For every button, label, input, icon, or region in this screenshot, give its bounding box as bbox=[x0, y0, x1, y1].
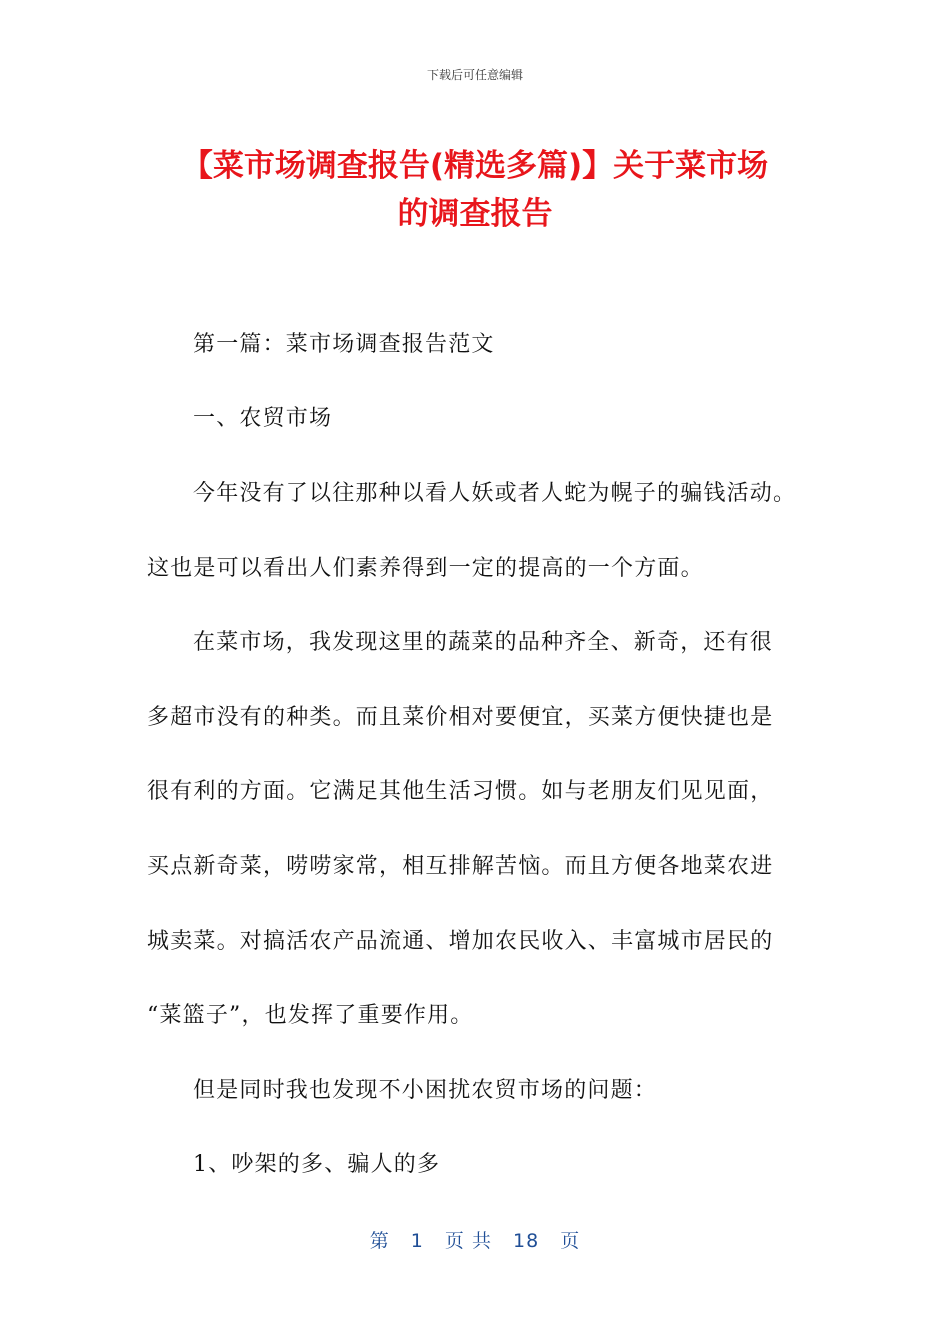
title-line-2: 的调查报告 bbox=[397, 196, 553, 232]
title-line-1: 【菜市场调查报告(精选多篇)】关于菜市场 bbox=[181, 148, 769, 184]
footer-suffix: 页 bbox=[560, 1230, 581, 1252]
paragraph-1-line-2: 这也是可以看出人们素养得到一定的提高的一个方面。 bbox=[147, 556, 704, 581]
section-heading: 第一篇：菜市场调查报告范文 bbox=[193, 332, 495, 357]
footer-prefix: 第 bbox=[369, 1230, 390, 1252]
paragraph-2-line-1: 在菜市场，我发现这里的蔬菜的品种齐全、新奇，还有很 bbox=[193, 630, 774, 655]
paragraph-1-line-1: 今年没有了以往那种以看人妖或者人蛇为幌子的骗钱活动。 bbox=[193, 481, 797, 506]
subheading: 一、农贸市场 bbox=[193, 406, 333, 431]
paragraph-3: 但是同时我也发现不小困扰农贸市场的问题： bbox=[193, 1078, 658, 1103]
footer-total-pages: 18 bbox=[513, 1230, 540, 1252]
list-item-1: 1、吵架的多、骗人的多 bbox=[193, 1152, 441, 1177]
paragraph-2-line-3: 很有利的方面。它满足其他生活习惯。如与老朋友们见见面， bbox=[147, 779, 774, 804]
document-title bbox=[100, 142, 850, 238]
paragraph-2-line-5: 城卖菜。对搞活农产品流通、增加农民收入、丰富城市居民的 bbox=[147, 929, 774, 954]
paragraph-2-line-6: “菜篮子”，也发挥了重要作用。 bbox=[147, 1003, 474, 1028]
paragraph-2-line-2: 多超市没有的种类。而且菜价相对要便宜，买菜方便快捷也是 bbox=[147, 705, 774, 730]
paragraph-2-line-4: 买点新奇菜，唠唠家常，相互排解苦恼。而且方便各地菜农进 bbox=[147, 854, 774, 879]
header-note: 下载后可任意编辑 bbox=[426, 68, 523, 82]
footer-page-number: 1 bbox=[410, 1230, 424, 1252]
footer-middle: 页 共 bbox=[444, 1230, 492, 1252]
page-footer bbox=[0, 1226, 950, 1253]
